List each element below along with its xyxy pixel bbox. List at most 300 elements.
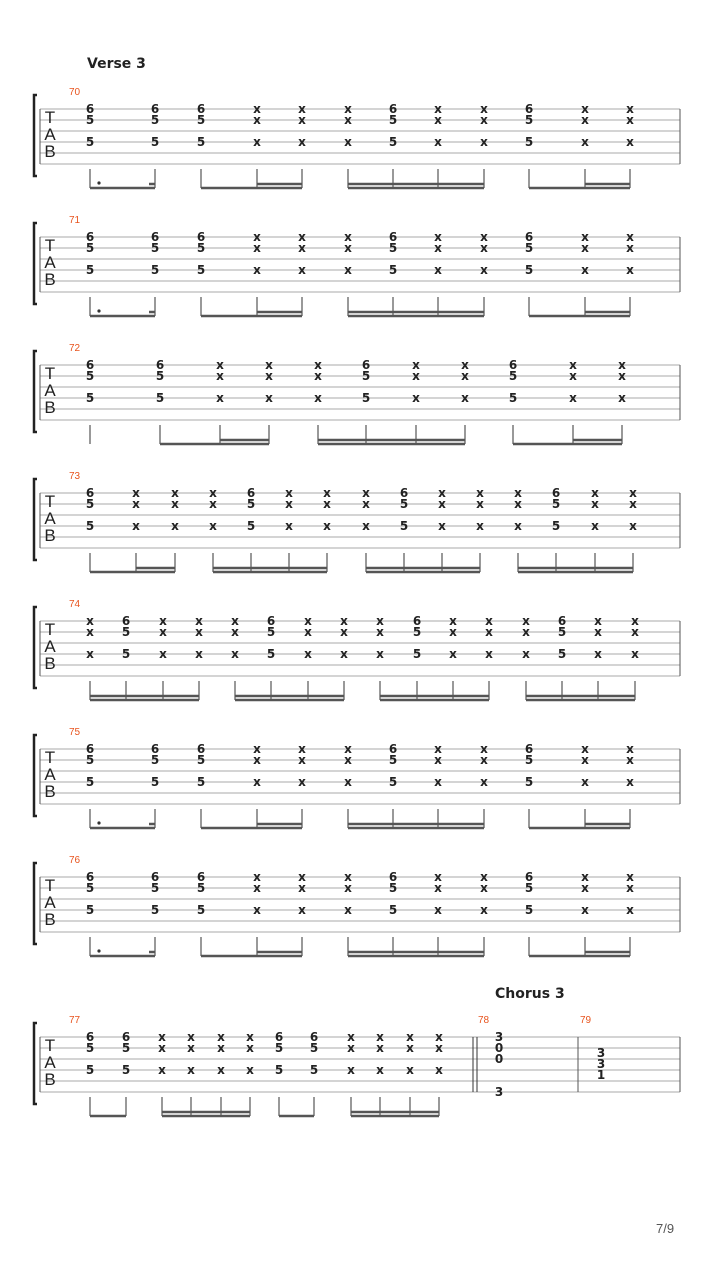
tab-clef-letter: B — [44, 654, 56, 673]
tab-note: x — [265, 369, 273, 383]
tab-note: x — [344, 742, 352, 756]
measure-number: 71 — [69, 215, 81, 226]
tab-note: x — [438, 519, 446, 533]
tab-note: 5 — [85, 903, 95, 917]
tab-note: x — [434, 881, 442, 895]
tab-clef-letter: B — [44, 1070, 56, 1089]
tab-note: x — [344, 775, 352, 789]
note-column — [591, 486, 599, 533]
tab-note: x — [253, 135, 261, 149]
tab-note: x — [344, 263, 352, 277]
note-column — [171, 486, 179, 533]
tab-clef-letter: B — [44, 910, 56, 929]
tab-note: x — [626, 241, 634, 255]
tab-note: x — [253, 881, 261, 895]
rhythm-dot — [97, 309, 100, 312]
tab-note: x — [480, 742, 488, 756]
tab-note: x — [209, 486, 217, 500]
tab-note: x — [581, 113, 589, 127]
system-bracket — [34, 351, 37, 432]
tab-note: x — [631, 625, 639, 639]
note-column — [86, 102, 94, 149]
note-column — [435, 1030, 443, 1077]
note-column — [86, 486, 94, 533]
tab-note: x — [435, 1063, 443, 1077]
note-column — [581, 870, 589, 917]
tab-note: x — [347, 1041, 355, 1055]
tab-note: x — [581, 742, 589, 756]
tab-note: 6 — [388, 870, 398, 884]
tab-note: x — [217, 1030, 225, 1044]
tab-note: 6 — [196, 102, 206, 116]
system-bracket — [34, 95, 37, 176]
tab-note: 5 — [196, 903, 206, 917]
measure-number: 77 — [69, 1015, 81, 1026]
note-column — [132, 486, 140, 533]
note-column — [298, 230, 306, 277]
tab-note: x — [86, 614, 94, 628]
tab-note: x — [406, 1041, 414, 1055]
note-column — [158, 1030, 166, 1077]
note-column — [247, 486, 255, 533]
tab-note: x — [265, 358, 273, 372]
note-column — [285, 486, 293, 533]
tab-note: x — [298, 113, 306, 127]
note-column — [480, 102, 488, 149]
section-label: Verse 3 — [87, 56, 146, 72]
tab-note: x — [253, 102, 261, 116]
tab-note: x — [265, 391, 273, 405]
tab-note: x — [406, 1063, 414, 1077]
tab-note: 5 — [85, 113, 95, 127]
tab-note: x — [187, 1030, 195, 1044]
tab-note: 5 — [388, 775, 398, 789]
tab-note: 5 — [388, 881, 398, 895]
note-column — [569, 358, 577, 405]
note-column — [298, 742, 306, 789]
tab-clef-letter: B — [44, 270, 56, 289]
rhythm-dot — [97, 821, 100, 824]
tab-note: x — [362, 497, 370, 511]
note-column — [122, 614, 130, 661]
tab-note: 5 — [150, 113, 160, 127]
tab-note: x — [298, 230, 306, 244]
tab-note: 5 — [196, 135, 206, 149]
tab-note: 5 — [551, 519, 561, 533]
note-column — [400, 486, 408, 533]
note-column — [389, 742, 397, 789]
tab-note: 6 — [155, 358, 165, 372]
note-column — [265, 358, 273, 405]
note-column — [86, 358, 94, 405]
tab-note: x — [344, 881, 352, 895]
note-column — [525, 102, 533, 149]
note-column — [581, 102, 589, 149]
tab-note: x — [581, 102, 589, 116]
note-column — [629, 486, 637, 533]
note-column — [347, 1030, 355, 1077]
tab-note: x — [626, 870, 634, 884]
tab-note: x — [522, 614, 530, 628]
tab-note: x — [159, 614, 167, 628]
note-column — [480, 870, 488, 917]
tab-note: 6 — [266, 614, 276, 628]
tab-note: x — [480, 263, 488, 277]
note-column — [362, 486, 370, 533]
tab-note: x — [581, 881, 589, 895]
tab-note: 5 — [85, 369, 95, 383]
tab-note: x — [159, 647, 167, 661]
tab-clef-letter: A — [44, 253, 56, 272]
tab-note: x — [340, 614, 348, 628]
tab-note: 6 — [388, 230, 398, 244]
tab-clef-letter: B — [44, 398, 56, 417]
measure-number: 78 — [478, 1015, 490, 1026]
tab-note: 5 — [388, 263, 398, 277]
tab-note: x — [581, 263, 589, 277]
tab-note: x — [158, 1030, 166, 1044]
tab-clef-letter: B — [44, 526, 56, 545]
tab-note: x — [480, 903, 488, 917]
tab-note: 6 — [361, 358, 371, 372]
tab-system — [34, 1015, 680, 1116]
note-column — [197, 870, 205, 917]
tab-note: x — [376, 1030, 384, 1044]
tab-note: x — [514, 497, 522, 511]
tab-note: 6 — [524, 870, 534, 884]
tab-note: x — [434, 903, 442, 917]
tab-note: x — [434, 742, 442, 756]
tab-note: 6 — [557, 614, 567, 628]
tab-note: x — [158, 1063, 166, 1077]
tab-note: x — [591, 519, 599, 533]
rhythm-dot — [97, 949, 100, 952]
tab-note: 6 — [508, 358, 518, 372]
tab-note: 5 — [196, 753, 206, 767]
tab-note: 5 — [551, 497, 561, 511]
note-column — [480, 742, 488, 789]
tab-note: x — [304, 647, 312, 661]
tab-note: x — [480, 113, 488, 127]
note-column — [480, 230, 488, 277]
note-column — [344, 870, 352, 917]
tab-clef-letter: T — [44, 620, 56, 639]
tab-note: x — [158, 1041, 166, 1055]
tab-note: 5 — [557, 625, 567, 639]
tab-note: 3 — [494, 1030, 504, 1044]
measure-number: 74 — [69, 599, 81, 610]
tab-note: x — [626, 230, 634, 244]
note-column — [626, 742, 634, 789]
page-number: 7/9 — [656, 1221, 675, 1236]
tab-system — [34, 87, 680, 188]
note-column — [626, 870, 634, 917]
tab-note: x — [480, 102, 488, 116]
tab-note: 6 — [388, 102, 398, 116]
tab-note: x — [434, 135, 442, 149]
tab-note: 5 — [85, 753, 95, 767]
tab-note: x — [298, 241, 306, 255]
tab-note: 5 — [150, 135, 160, 149]
tab-note: x — [438, 497, 446, 511]
tab-clef-letter: T — [44, 108, 56, 127]
tab-note: x — [344, 241, 352, 255]
note-column — [344, 742, 352, 789]
tab-note: 5 — [85, 775, 95, 789]
note-column — [476, 486, 484, 533]
tab-note: x — [514, 519, 522, 533]
tab-note: 5 — [274, 1063, 284, 1077]
tab-note: 6 — [274, 1030, 284, 1044]
tab-note: 5 — [399, 497, 409, 511]
tab-note: x — [253, 742, 261, 756]
tab-note: x — [298, 263, 306, 277]
tab-note: 5 — [85, 881, 95, 895]
tab-note: x — [412, 391, 420, 405]
note-column — [509, 358, 517, 405]
note-column — [159, 614, 167, 661]
tab-clef-letter: A — [44, 765, 56, 784]
tab-note: x — [253, 775, 261, 789]
tab-note: x — [298, 753, 306, 767]
tab-note: x — [253, 903, 261, 917]
tab-clef-letter: A — [44, 893, 56, 912]
tab-system — [34, 215, 680, 316]
tab-note: 6 — [524, 742, 534, 756]
tab-note: x — [298, 870, 306, 884]
tab-note: 6 — [309, 1030, 319, 1044]
note-column — [253, 742, 261, 789]
tab-note: 6 — [150, 870, 160, 884]
tab-note: x — [581, 241, 589, 255]
tab-note: x — [631, 647, 639, 661]
tab-note: 5 — [524, 775, 534, 789]
tab-note: x — [476, 519, 484, 533]
tab-note: 6 — [524, 102, 534, 116]
tab-note: 5 — [524, 903, 534, 917]
tab-note: x — [323, 497, 331, 511]
tab-note: x — [376, 1041, 384, 1055]
note-column — [525, 870, 533, 917]
tab-note: x — [629, 497, 637, 511]
tab-note: x — [581, 775, 589, 789]
tab-note: x — [298, 135, 306, 149]
tab-note: x — [618, 391, 626, 405]
tab-system — [34, 599, 680, 700]
tab-note: 5 — [246, 519, 256, 533]
tab-note: x — [626, 263, 634, 277]
tab-note: 6 — [196, 230, 206, 244]
tab-note: x — [485, 647, 493, 661]
tab-note: x — [581, 230, 589, 244]
system-bracket — [34, 607, 37, 688]
tab-note: x — [217, 1041, 225, 1055]
tab-note: 5 — [524, 113, 534, 127]
tab-note: x — [246, 1063, 254, 1077]
tab-note: x — [216, 391, 224, 405]
tab-note: x — [412, 369, 420, 383]
tab-note: 5 — [85, 1041, 95, 1055]
tab-note: x — [449, 614, 457, 628]
tab-note: x — [217, 1063, 225, 1077]
tab-note: 5 — [524, 263, 534, 277]
note-column — [197, 230, 205, 277]
tab-note: x — [323, 486, 331, 500]
tab-note: x — [480, 230, 488, 244]
note-column — [406, 1030, 414, 1077]
tab-note: x — [626, 135, 634, 149]
tab-note: 6 — [196, 870, 206, 884]
note-column — [86, 1030, 94, 1077]
tab-note: 5 — [196, 881, 206, 895]
tab-note: x — [376, 647, 384, 661]
measure-number: 70 — [69, 87, 81, 98]
tab-note: x — [253, 230, 261, 244]
note-column — [438, 486, 446, 533]
tab-system — [34, 727, 680, 828]
tab-note: 5 — [121, 1063, 131, 1077]
tab-clef-letter: B — [44, 142, 56, 161]
tab-note: x — [581, 870, 589, 884]
tab-note: 5 — [85, 263, 95, 277]
note-column — [323, 486, 331, 533]
tab-clef-letter: A — [44, 125, 56, 144]
tab-note: 5 — [274, 1041, 284, 1055]
note-column — [246, 1030, 254, 1077]
note-column — [626, 230, 634, 277]
note-column — [618, 358, 626, 405]
tab-note: x — [314, 369, 322, 383]
tab-note: 0 — [494, 1052, 504, 1066]
tab-note: 6 — [150, 230, 160, 244]
tab-note: 5 — [150, 775, 160, 789]
tab-note: x — [618, 358, 626, 372]
tab-note: x — [246, 1041, 254, 1055]
tab-note: x — [569, 358, 577, 372]
tab-note: x — [522, 647, 530, 661]
tab-note: x — [629, 519, 637, 533]
tab-system — [34, 471, 680, 572]
tab-note: x — [449, 625, 457, 639]
tab-note: 5 — [121, 625, 131, 639]
tab-note: x — [323, 519, 331, 533]
tab-note: x — [434, 263, 442, 277]
tab-note: x — [285, 486, 293, 500]
note-column — [389, 102, 397, 149]
tab-note: x — [132, 497, 140, 511]
note-column — [187, 1030, 195, 1077]
tab-note: x — [347, 1030, 355, 1044]
tab-note: 5 — [85, 1063, 95, 1077]
tab-note: x — [461, 391, 469, 405]
measure-number: 79 — [580, 1015, 592, 1026]
tab-note: x — [434, 753, 442, 767]
note-column — [525, 230, 533, 277]
tab-note: x — [314, 391, 322, 405]
tab-note: x — [362, 486, 370, 500]
tab-note: x — [298, 102, 306, 116]
tab-note: x — [195, 647, 203, 661]
tab-note: x — [171, 497, 179, 511]
tab-note: 6 — [150, 102, 160, 116]
tab-note: x — [231, 614, 239, 628]
tab-note: 5 — [508, 369, 518, 383]
note-column — [376, 614, 384, 661]
tab-note: x — [253, 113, 261, 127]
tab-note: x — [376, 614, 384, 628]
tab-note: 6 — [121, 614, 131, 628]
note-column — [514, 486, 522, 533]
tab-note: x — [209, 497, 217, 511]
tab-note: x — [480, 775, 488, 789]
tab-note: x — [231, 647, 239, 661]
tab-note: 5 — [412, 647, 422, 661]
note-column — [314, 358, 322, 405]
tab-note: x — [376, 625, 384, 639]
tab-note: x — [344, 135, 352, 149]
tab-note: x — [253, 241, 261, 255]
note-column — [275, 1030, 283, 1077]
tab-note: x — [298, 903, 306, 917]
tab-note: x — [626, 881, 634, 895]
note-column — [304, 614, 312, 661]
tab-note: x — [304, 625, 312, 639]
tab-note: 5 — [361, 369, 371, 383]
tab-note: 3 — [494, 1085, 504, 1099]
tab-note: x — [591, 486, 599, 500]
tab-note: x — [480, 135, 488, 149]
tab-note: 5 — [388, 135, 398, 149]
tab-note: 5 — [508, 391, 518, 405]
tab-note: 5 — [557, 647, 567, 661]
note-column — [298, 870, 306, 917]
note-column — [253, 870, 261, 917]
note-column — [197, 742, 205, 789]
note-column — [525, 742, 533, 789]
note-column — [151, 742, 159, 789]
tab-clef-letter: T — [44, 876, 56, 895]
note-column — [151, 230, 159, 277]
tab-note: x — [435, 1041, 443, 1055]
tab-note: x — [476, 497, 484, 511]
tab-note: 5 — [388, 903, 398, 917]
measure-number: 76 — [69, 855, 81, 866]
note-column — [434, 230, 442, 277]
tab-note: x — [591, 497, 599, 511]
system-bracket — [34, 735, 37, 816]
note-column — [344, 102, 352, 149]
tab-note: x — [285, 497, 293, 511]
tab-note: 5 — [85, 519, 95, 533]
tab-clef-letter: T — [44, 364, 56, 383]
tab-note: x — [216, 358, 224, 372]
system-bracket — [34, 1023, 37, 1104]
note-column — [413, 614, 421, 661]
tab-note: x — [298, 742, 306, 756]
tab-note: x — [435, 1030, 443, 1044]
tab-note: 6 — [246, 486, 256, 500]
tab-note: 5 — [524, 241, 534, 255]
note-column — [434, 742, 442, 789]
tab-clef-letter: T — [44, 236, 56, 255]
tab-note: 6 — [388, 742, 398, 756]
tab-note: x — [209, 519, 217, 533]
tab-note: 5 — [399, 519, 409, 533]
tab-note: 1 — [596, 1068, 606, 1082]
tab-note: 6 — [399, 486, 409, 500]
tab-note: x — [449, 647, 457, 661]
tab-note: x — [618, 369, 626, 383]
